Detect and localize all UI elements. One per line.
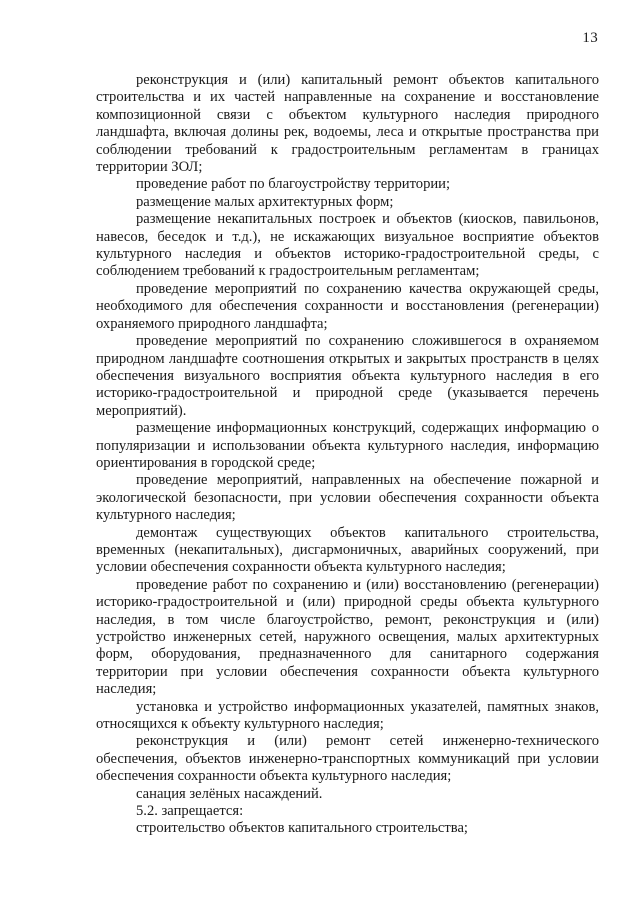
paragraph: проведение работ по сохранению и (или) восстановлению (регенерации) историко-градостроительной и (или) природной среды объекта культурного наследия, в том числе благоустройство, ремонт, реконструкция и (или) устройство инженерных сетей, наружного освещения, малых архитектурных форм, оборудования, предназначенного для санитарного содержания территории при условии обеспечения сохранности объекта культурного наследия; — [96, 576, 599, 698]
paragraph: проведение мероприятий по сохранению сложившегося в охраняемом природном ландшафте соотношения открытых и закрытых пространств в целях обеспечения визуального восприятия объекта культурного наследия в его историко-градостроительной и природной среде (указывается перечень мероприятий). — [96, 333, 599, 419]
paragraph: проведение мероприятий, направленных на обеспечение пожарной и экологической безопасности, при условии обеспечения сохранности объекта культурного наследия; — [96, 472, 599, 524]
paragraph: демонтаж существующих объектов капитального строительства, временных (некапитальных), дисгармоничных, аварийных сооружений, при условии обеспечения сохранности объекта культурного наследия; — [96, 524, 599, 576]
paragraph: размещение некапитальных построек и объектов (киосков, павильонов, навесов, беседок и т.д.), не искажающих визуальное восприятие объектов культурного наследия и объектов историко-градостроительной среды, с соблюдением требований к градостроительным регламентам; — [96, 211, 599, 280]
paragraph: санация зелёных насаждений. — [136, 785, 323, 802]
paragraph: проведение мероприятий по сохранению качества окружающей среды, необходимого для обеспечения сохранности и восстановления (регенерации) охраняемого природного ландшафта; — [96, 280, 599, 332]
page-number: 13 — [582, 30, 598, 46]
paragraph: реконструкция и (или) капитальный ремонт объектов капитального строительства и их частей направленные на сохранение и восстановление композиционной связи с объектом культурного наследия природного ландшафта, включая долины рек, водоемы, леса и открытые пространства при соблюдении требований к градостроительным регламентам в границах территории ЗОЛ; — [96, 72, 599, 176]
paragraph: размещение информационных конструкций, содержащих информацию о популяризации и использовании объекта культурного наследия, информацию ориентирования в городской среде; — [96, 420, 599, 471]
paragraph: реконструкция и (или) ремонт сетей инженерно-технического обеспечения, объектов инженерно-транспортных коммуникаций при условии обеспечения сохранности объекта культурного наследия; — [96, 733, 599, 785]
document-body — [96, 72, 599, 838]
paragraph: размещение малых архитектурных форм; — [136, 193, 394, 210]
paragraph: установка и устройство информационных указателей, памятных знаков, относящихся к объекту культурного наследия; — [96, 698, 599, 733]
paragraph: проведение работ по благоустройству территории; — [136, 176, 451, 193]
paragraph: строительство объектов капитального строительства; — [136, 820, 468, 837]
section-heading: 5.2. запрещается: — [136, 803, 244, 820]
